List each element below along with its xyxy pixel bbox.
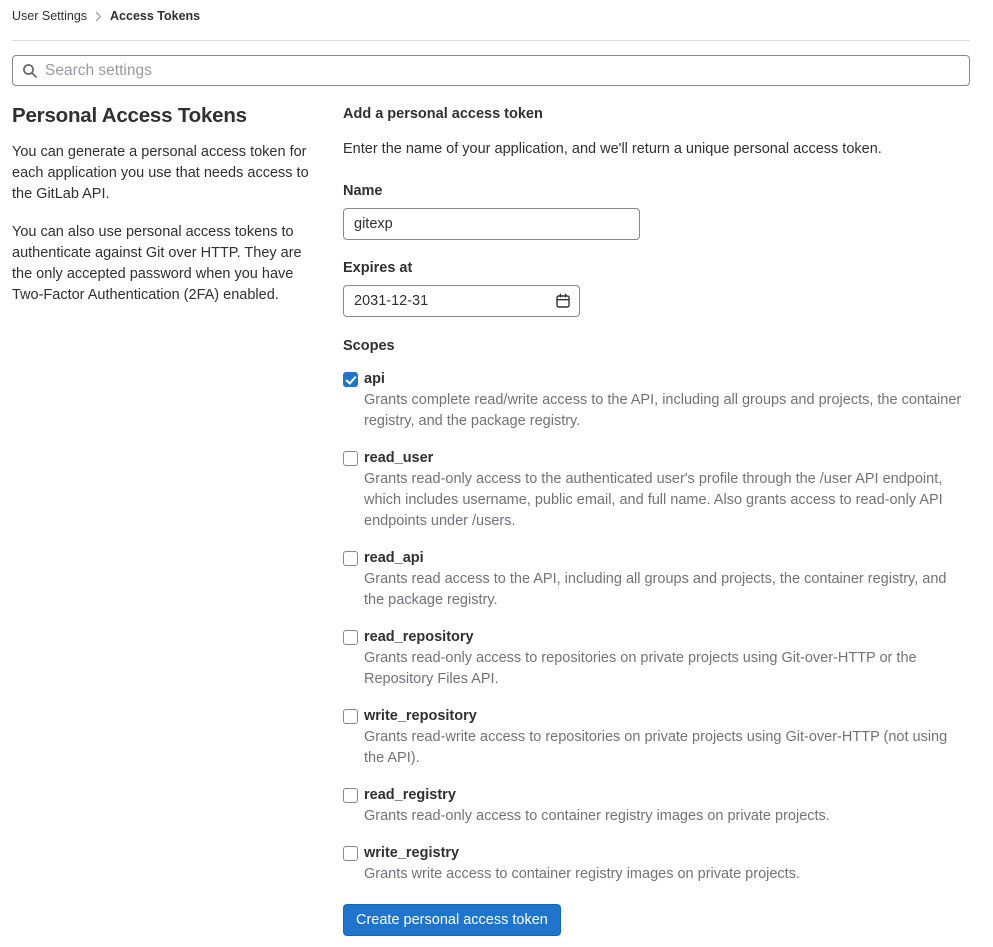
breadcrumb-access-tokens: Access Tokens xyxy=(110,9,201,23)
search-input[interactable] xyxy=(13,56,969,85)
scope-checkbox[interactable] xyxy=(343,372,358,387)
scope-description: Grants read-only access to repositories on private projects using Git-over-HTTP or the Repository Files API. xyxy=(364,650,917,687)
scope-description: Grants read access to the API, including all groups and projects, the container registry, and the package registry. xyxy=(364,571,947,608)
scope-row[interactable] xyxy=(343,843,970,864)
scope-item xyxy=(343,627,970,690)
settings-content xyxy=(12,104,970,947)
info-paragraph-2: You can also use personal access tokens to authenticate against Git over HTTP. They are the only accepted password when you have Two-Factor Authentication (2FA) enabled. xyxy=(12,224,302,303)
header-divider xyxy=(12,40,970,41)
scope-checkbox[interactable] xyxy=(343,788,358,803)
form-title: Add a personal access token xyxy=(343,106,543,122)
scope-item xyxy=(343,706,970,769)
token-form xyxy=(343,104,970,947)
create-token-button[interactable]: Create personal access token xyxy=(343,904,561,936)
scope-item xyxy=(343,548,970,611)
section-info xyxy=(12,104,323,947)
info-paragraph-1: You can generate a personal access token for each application you use that needs access to the GitLab API. xyxy=(12,144,309,202)
scope-label: read_api xyxy=(364,550,424,566)
scope-checkbox[interactable] xyxy=(343,551,358,566)
scope-row[interactable] xyxy=(343,706,970,727)
scope-row[interactable] xyxy=(343,369,970,390)
expires-field-wrap xyxy=(343,285,580,317)
scopes-label: Scopes xyxy=(343,338,395,354)
scope-item xyxy=(343,843,970,885)
scope-description: Grants read-only access to container registry images on private projects. xyxy=(364,808,830,824)
expires-label: Expires at xyxy=(343,260,413,276)
scope-checkbox[interactable] xyxy=(343,846,358,861)
form-description: Enter the name of your application, and we'll return a unique personal access token. xyxy=(343,141,882,157)
name-label: Name xyxy=(343,183,383,199)
scope-item xyxy=(343,369,970,432)
scopes-list xyxy=(343,369,970,885)
scope-row[interactable] xyxy=(343,785,970,806)
chevron-right-icon xyxy=(95,11,102,22)
scope-label: read_repository xyxy=(364,629,474,645)
scope-checkbox[interactable] xyxy=(343,709,358,724)
expires-field[interactable] xyxy=(343,285,580,317)
scope-label: write_repository xyxy=(364,708,477,724)
scope-item xyxy=(343,785,970,827)
breadcrumb-user-settings[interactable]: User Settings xyxy=(12,9,88,23)
page-title: Personal Access Tokens xyxy=(12,104,247,127)
scope-label: read_user xyxy=(364,450,434,466)
scope-label: write_registry xyxy=(364,845,460,861)
search-box xyxy=(12,55,970,86)
scope-row[interactable] xyxy=(343,548,970,569)
scope-description: Grants read-write access to repositories on private projects using Git-over-HTTP (not using the API). xyxy=(364,729,948,766)
scope-label: read_registry xyxy=(364,787,456,803)
scope-description: Grants read-only access to the authenticated user's profile through the /user API endpoint, which includes username, public email, and full name. Also grants access to read-only API endpoints under /users. xyxy=(364,471,943,529)
scope-label: api xyxy=(364,371,385,387)
scope-checkbox[interactable] xyxy=(343,451,358,466)
scope-row[interactable] xyxy=(343,627,970,648)
scope-checkbox[interactable] xyxy=(343,630,358,645)
name-field[interactable] xyxy=(343,208,640,240)
scope-description: Grants write access to container registry images on private projects. xyxy=(364,866,800,882)
scope-row[interactable] xyxy=(343,448,970,469)
breadcrumb xyxy=(12,0,970,33)
scope-item xyxy=(343,448,970,532)
scope-description: Grants complete read/write access to the API, including all groups and projects, the container registry, and the package registry. xyxy=(364,392,962,429)
